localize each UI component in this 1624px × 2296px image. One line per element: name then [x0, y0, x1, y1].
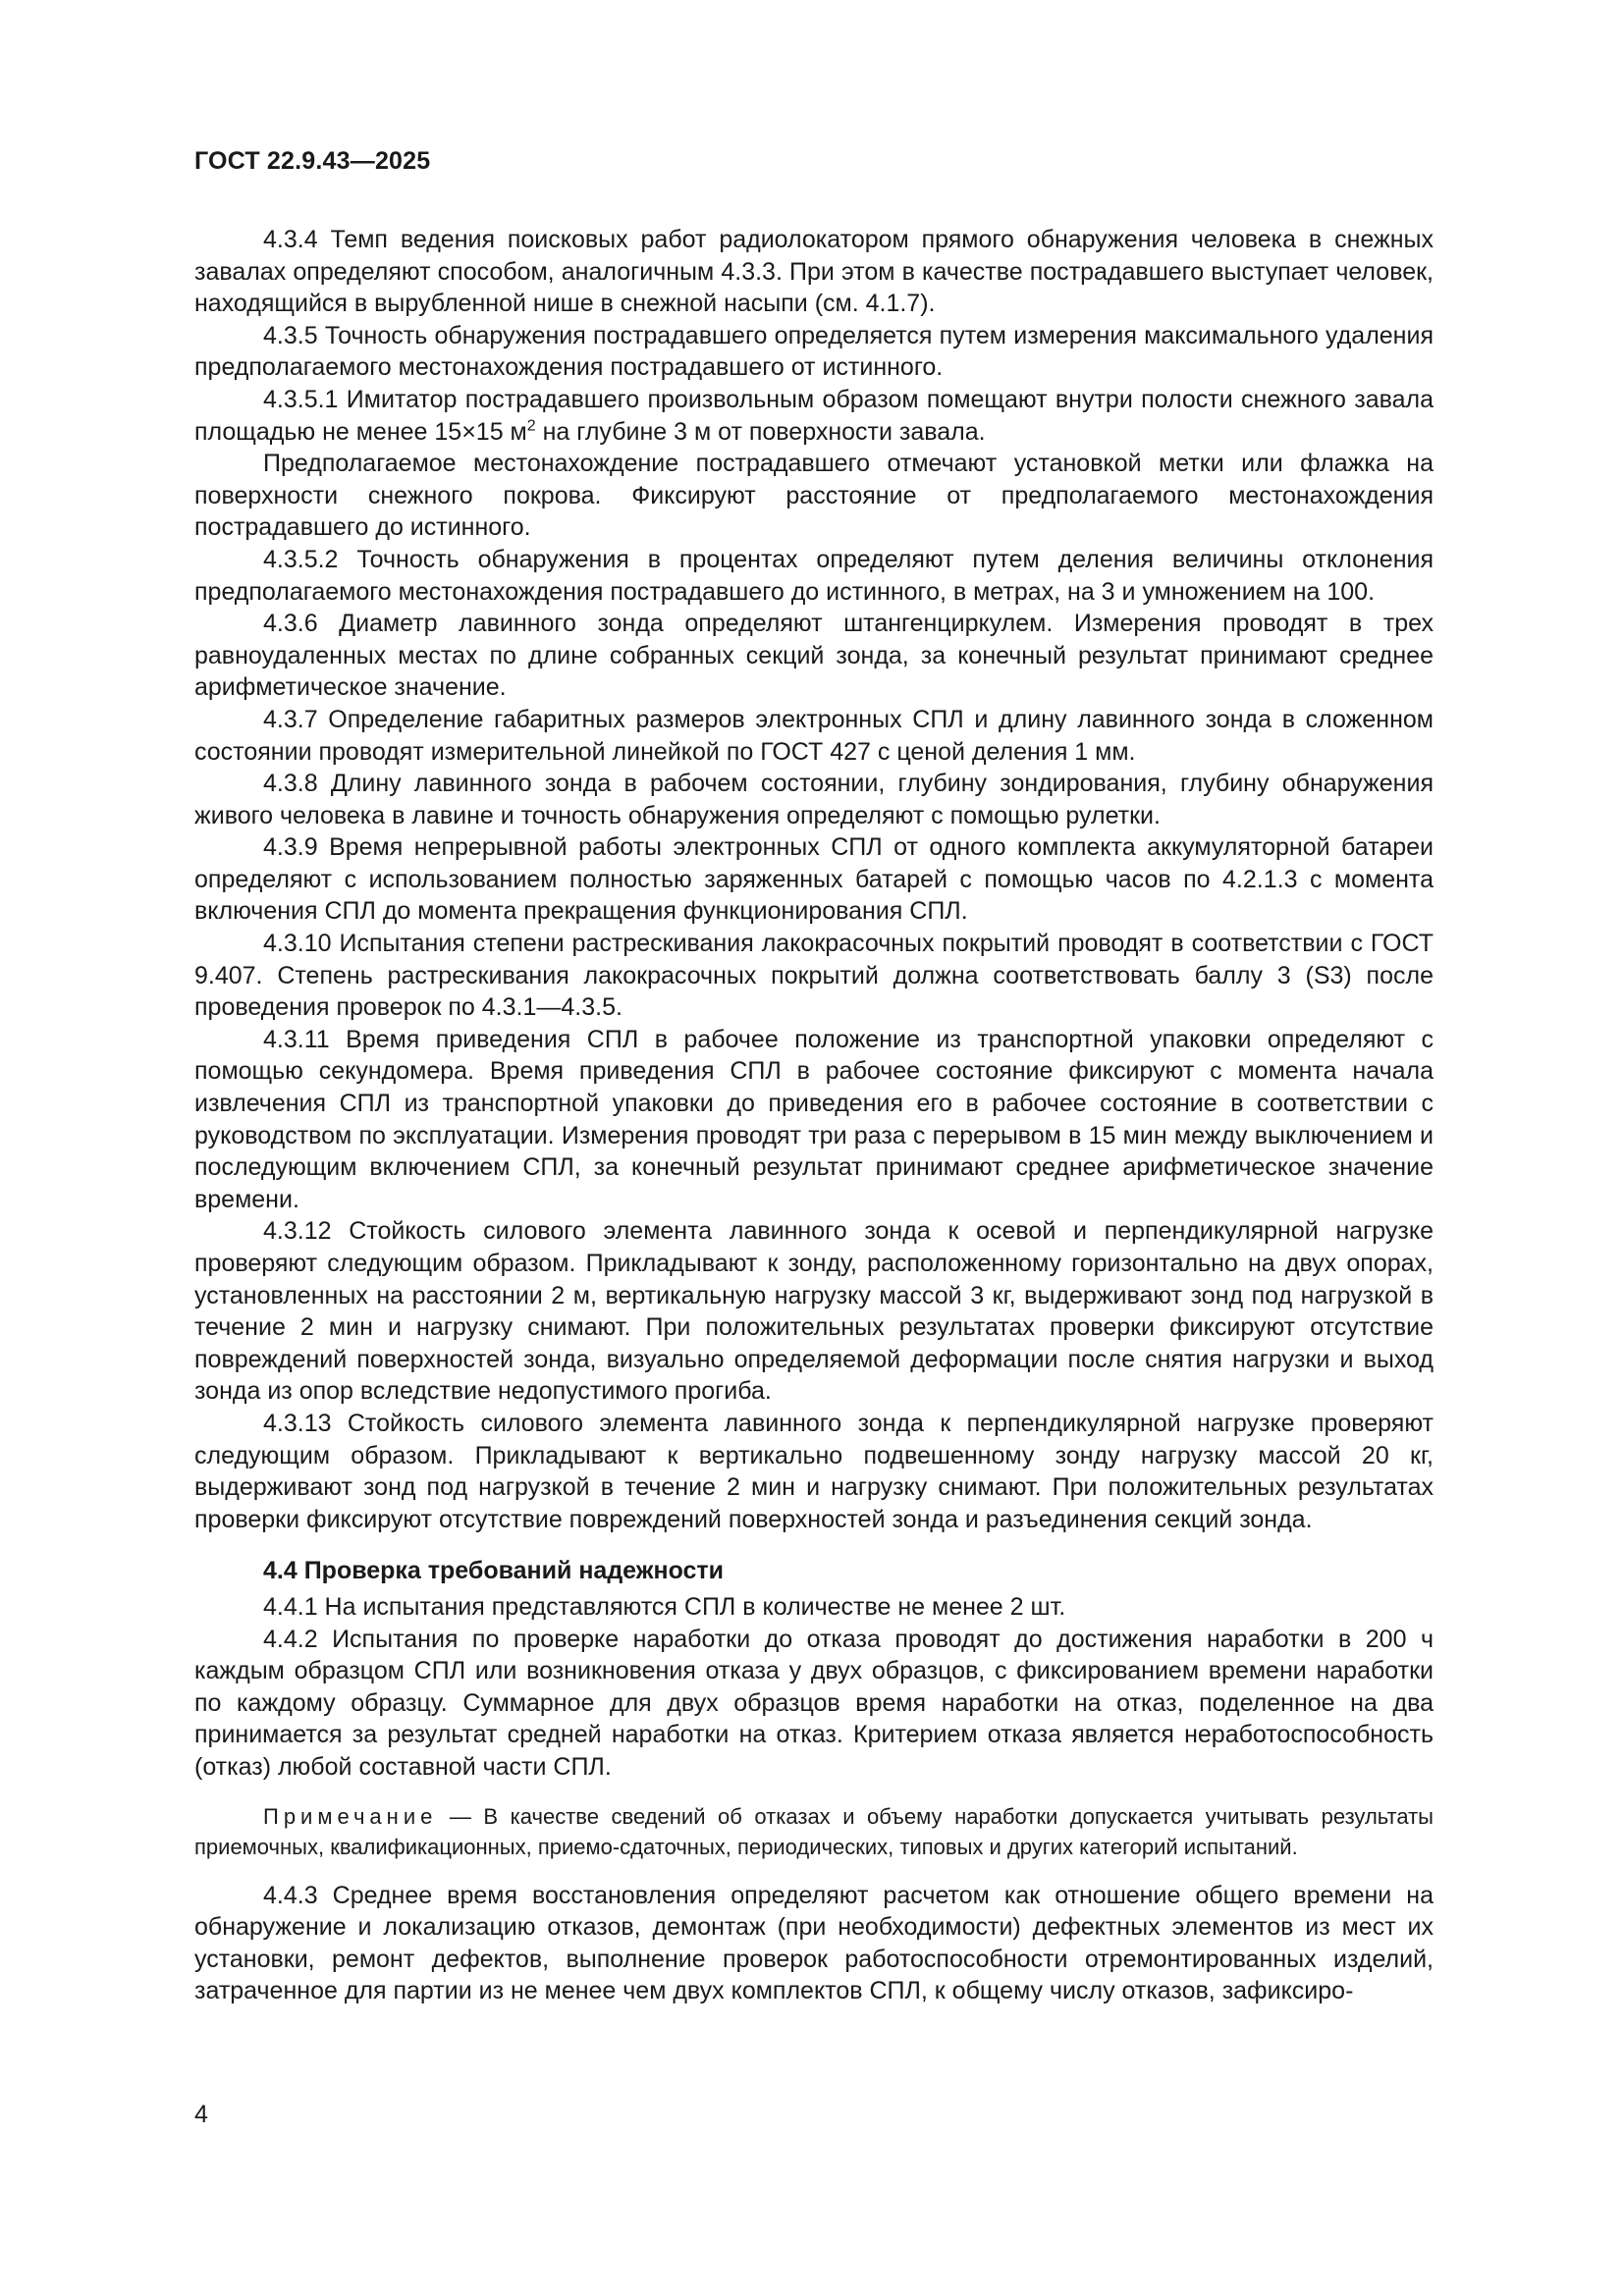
- paragraph-4-3-5-2: 4.3.5.2 Точность обнаружения в процентах определяют путем деления величины отклонения предполагаемого местонахождения пострадавшего до истинного, в метрах, на 3 и умножением на 100.: [194, 545, 1434, 606]
- paragraph-4-3-5-1-text: 4.3.5.1 Имитатор пострадавшего произвольным образом помещают внутри полости снежного завала площадью не менее 15×15 м: [194, 385, 1434, 446]
- paragraph-4-4-3: 4.4.3 Среднее время восстановления определяют расчетом как отношение общего времени на обнаружение и локализацию отказов, демонтаж (при необходимости) дефектных элементов из мест их установки, ремонт дефектов, выполнение проверок работоспособности отремонтированных изделий, затраченное для партии из не менее чем двух комплектов СПЛ, к общему числу отказов, зафиксиро-: [194, 1881, 1434, 2005]
- paragraph-4-3-8: 4.3.8 Длину лавинного зонда в рабочем состоянии, глубину зондирования, глубину обнаружения живого человека в лавине и точность обнаружения определяют с помощью рулетки.: [194, 770, 1434, 829]
- paragraph-4-3-9: 4.3.9 Время непрерывной работы электронных СПЛ от одного комплекта аккумуляторной батареи определяют с использованием полностью заряженных батарей с помощью часов по 4.2.1.3 с момента включения СПЛ до момента прекращения функционирования СПЛ.: [194, 833, 1434, 926]
- superscript-2: 2: [526, 417, 536, 435]
- paragraph-4-3-4: 4.3.4 Темп ведения поисковых работ радиолокатором прямого обнаружения человека в снежных завалах определяют способом, аналогичным 4.3.3. При этом в качестве пострадавшего выступает человек, находящийся в вырубленной нише в снежной насыпи (см. 4.1.7).: [194, 226, 1434, 318]
- note-text: — В качестве сведений об отказах и объему наработки допускается учитывать результаты приемочных, квалификационных, приемо-сдаточных, периодических, типовых и других категорий испытаний.: [194, 1803, 1434, 1859]
- paragraph-4-4-1: 4.4.1 На испытания представляются СПЛ в количестве не менее 2 шт.: [263, 1592, 1066, 1621]
- paragraph-4-3-5-1-tail: на глубине 3 м от поверхности завала.: [535, 417, 986, 446]
- paragraph-4-3-6: 4.3.6 Диаметр лавинного зонда определяют штангенциркулем. Измерения проводят в трех равноудаленных местах по длине собранных секций зонда, за конечный результат принимают среднее арифметическое значение.: [194, 610, 1434, 702]
- page-number: 4: [194, 2101, 208, 2128]
- paragraph-4-4-2: 4.4.2 Испытания по проверке наработки до отказа проводят до достижения наработки в 200 ч каждым образцом СПЛ или возникновения отказа у двух образцов, с фиксированием времени наработки по каждому образцу. Суммарное для двух образцов время наработки на отказ, поделенное на два принимается за результат средней наработки на отказ. Критерием отказа является неработоспособность (отказ) любой составной части СПЛ.: [194, 1625, 1434, 1781]
- paragraph-4-3-7: 4.3.7 Определение габаритных размеров электронных СПЛ и длину лавинного зонда в сложенном состоянии проводят измерительной линейкой по ГОСТ 427 с ценой деления 1 мм.: [194, 705, 1434, 766]
- note: [194, 1801, 1434, 1862]
- paragraph-4-3-10: 4.3.10 Испытания степени растрескивания лакокрасочных покрытий проводят в соответствии с ГОСТ 9.407. Степень растрескивания лакокрасочных покрытий должна соответствовать баллу 3 (S3) после проведения проверок по 4.3.1—4.3.5.: [194, 930, 1434, 1022]
- paragraph-4-3-12: 4.3.12 Стойкость силового элемента лавинного зонда к осевой и перпендикулярной нагрузке проверяют следующим образом. Прикладывают к зонду, расположенному горизонтально на двух опорах, установленных на расстоянии 2 м, вертикальную нагрузку массой 3 кг, выдерживают зонд под нагрузкой в течение 2 мин и нагрузку снимают. При положительных результатах проверки фиксируют отсутствие повреждений поверхностей зонда, визуально определяемой деформации после снятия нагрузки и выход зонда из опор вследствие недопустимого прогиба.: [194, 1217, 1434, 1406]
- paragraph-4-3-5-1: [194, 384, 1434, 448]
- note-label: Примечание: [263, 1803, 438, 1829]
- paragraph-4-3-13: 4.3.13 Стойкость силового элемента лавинного зонда к перпендикулярной нагрузке проверяют следующим образом. Прикладывают к вертикально подвешенному зонду нагрузку массой 20 кг, выдерживают зонд под нагрузкой в течение 2 мин и нагрузку снимают. При положительных результатах проверки фиксируют отсутствие повреждений поверхностей зонда и разъединения секций зонда.: [194, 1409, 1434, 1533]
- document-id-header: ГОСТ 22.9.43—2025: [194, 147, 431, 175]
- document-body: [194, 224, 1434, 2007]
- paragraph-4-3-5-1-cont: Предполагаемое местонахождение пострадавшего отмечают установкой метки или флажка на поверхности снежного покрова. Фиксируют расстояние от предполагаемого местонахождения пострадавшего до истинного.: [194, 450, 1434, 542]
- paragraph-4-3-5: 4.3.5 Точность обнаружения пострадавшего определяется путем измерения максимального удаления предполагаемого местонахождения пострадавшего от истинного.: [194, 321, 1434, 382]
- paragraph-4-3-11: 4.3.11 Время приведения СПЛ в рабочее положение из транспортной упаковки определяют с помощью секундомера. Время приведения СПЛ в рабочее состояние фиксируют с момента начала извлечения СПЛ из транспортной упаковки до приведения его в рабочее состояние в соответствии с руководством по эксплуатации. Измерения проводят три раза с перерывом в 15 мин между выключением и последующим включением СПЛ, за конечный результат принимают среднее арифметическое значение времени.: [194, 1025, 1434, 1213]
- section-heading-4-4: 4.4 Проверка требований надежности: [263, 1557, 725, 1585]
